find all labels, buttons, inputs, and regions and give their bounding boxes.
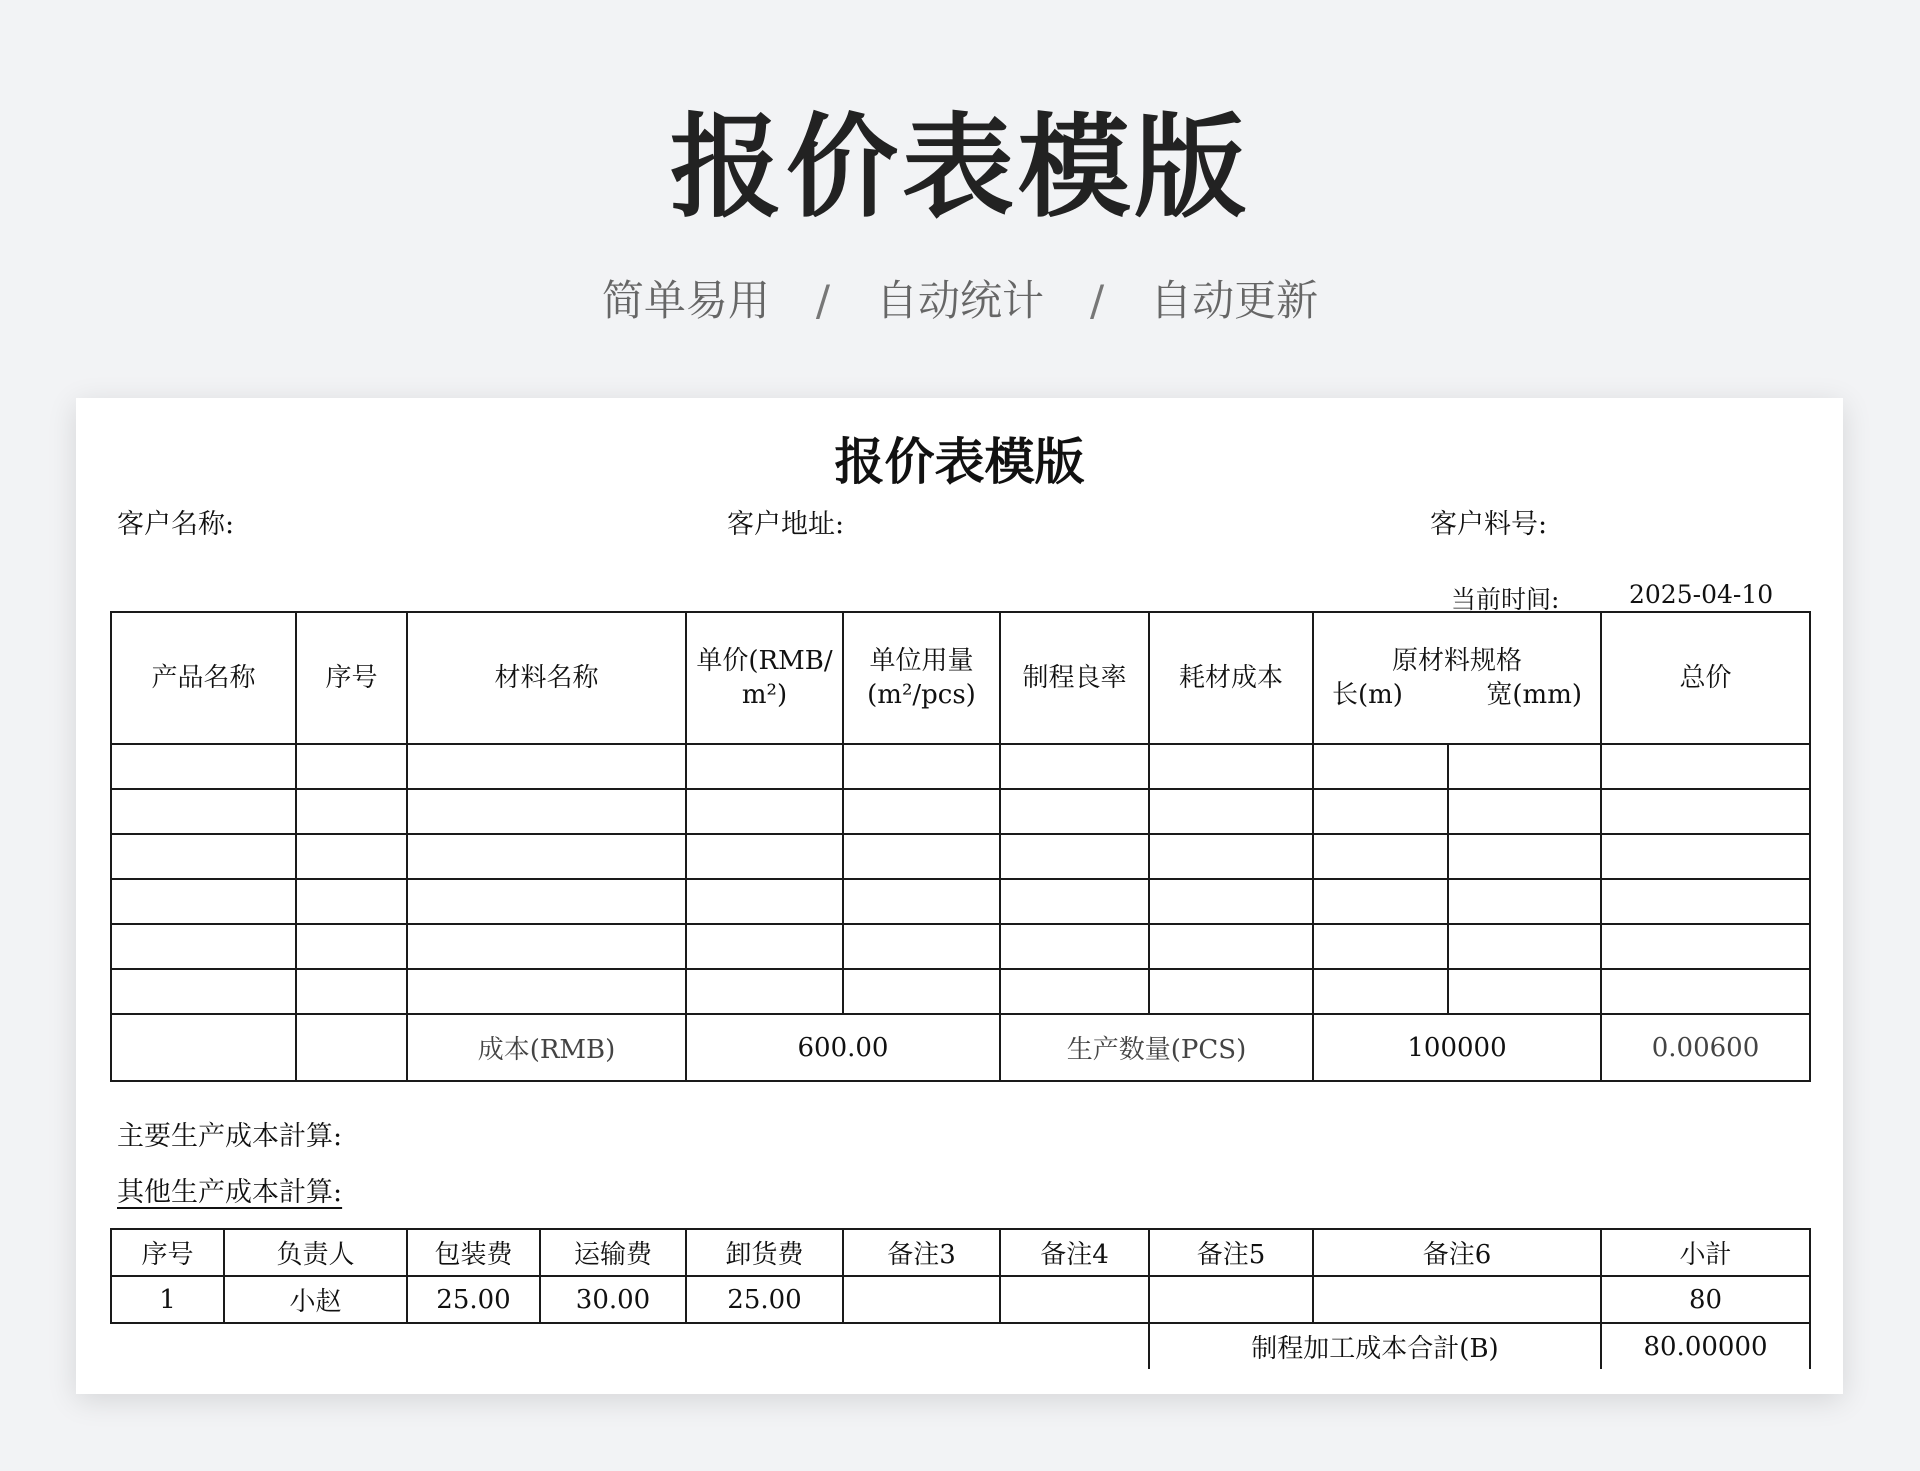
table-cell[interactable] [296, 879, 407, 924]
table-cell[interactable] [1149, 789, 1313, 834]
table-cell[interactable] [1448, 834, 1601, 879]
process-total-row [111, 1323, 1810, 1369]
table-cell[interactable] [1313, 789, 1448, 834]
table-cell[interactable] [1448, 969, 1601, 1014]
table-cell[interactable] [1601, 924, 1810, 969]
table-cell[interactable]: 小赵 [224, 1276, 407, 1323]
table-cell[interactable] [1313, 834, 1448, 879]
table-cell[interactable] [1601, 879, 1810, 924]
customer-address-label: 客户地址: [727, 509, 845, 540]
table-cell[interactable] [296, 1014, 407, 1081]
table-cell[interactable]: 30.00 [540, 1276, 686, 1323]
raw-spec-title: 原材料规格 [1391, 646, 1522, 676]
blank-cell [111, 1323, 1149, 1369]
unit-price-line1: 单价(RMB/ [696, 646, 833, 676]
other-col-note6: 备注6 [1313, 1229, 1601, 1276]
table-cell[interactable] [111, 744, 296, 789]
other-cost-table [110, 1228, 1811, 1369]
table-cell[interactable] [407, 969, 686, 1014]
table-cell[interactable] [111, 834, 296, 879]
table-cell[interactable] [1000, 834, 1149, 879]
col-material-name: 材料名称 [407, 612, 686, 744]
table-cell[interactable] [1000, 744, 1149, 789]
sheet-title: 报价表模版 [834, 432, 1085, 491]
table-row [111, 834, 1810, 879]
col-seq: 序号 [296, 612, 407, 744]
tag-auto-stats: 自动统计 [875, 276, 1044, 325]
current-time-value: 2025-04-10 [1629, 580, 1774, 609]
customer-name-label: 客户名称: [117, 509, 235, 540]
col-total-price: 总价 [1601, 612, 1810, 744]
quote-table [110, 611, 1811, 1082]
other-col-shipping: 运输费 [540, 1229, 686, 1276]
other-col-owner: 负责人 [224, 1229, 407, 1276]
table-cell[interactable] [843, 924, 1000, 969]
other-col-seq: 序号 [111, 1229, 224, 1276]
current-time-label: 当前时间: [1451, 585, 1560, 614]
hero-title: 报价表模版 [670, 103, 1250, 233]
table-cell[interactable] [1149, 1276, 1313, 1323]
table-cell[interactable] [1000, 969, 1149, 1014]
table-cell[interactable] [843, 1276, 1000, 1323]
table-cell[interactable] [1149, 969, 1313, 1014]
table-row [111, 969, 1810, 1014]
table-cell[interactable] [1448, 744, 1601, 789]
table-cell[interactable] [1601, 789, 1810, 834]
table-cell[interactable] [296, 924, 407, 969]
table-cell[interactable] [1000, 789, 1149, 834]
other-col-unloading: 卸货费 [686, 1229, 843, 1276]
col-raw-spec [1313, 612, 1601, 744]
table-cell[interactable] [111, 924, 296, 969]
table-cell[interactable] [1601, 744, 1810, 789]
table-cell[interactable] [1601, 834, 1810, 879]
table-cell[interactable] [843, 744, 1000, 789]
qty-value[interactable]: 100000 [1313, 1014, 1601, 1081]
tag-easy: 简单易用 [601, 276, 770, 325]
table-cell[interactable] [686, 879, 843, 924]
table-cell[interactable] [296, 789, 407, 834]
table-cell[interactable] [111, 789, 296, 834]
table-row [111, 924, 1810, 969]
unit-usage-line2: (m²/pcs) [867, 680, 976, 710]
unit-price-line2: m²) [741, 680, 788, 710]
tag-auto-update: 自动更新 [1150, 276, 1319, 325]
table-cell[interactable] [296, 969, 407, 1014]
table-cell[interactable] [407, 744, 686, 789]
table-cell[interactable] [111, 879, 296, 924]
quote-sheet [76, 398, 1843, 1394]
customer-part-label: 客户料号: [1430, 509, 1548, 540]
summary-row [111, 1014, 1810, 1081]
raw-spec-width: 宽(mm) [1486, 680, 1582, 710]
process-total-value[interactable]: 80.00000 [1601, 1323, 1810, 1369]
other-header-row [111, 1229, 1810, 1276]
col-consumable-cost: 耗材成本 [1149, 612, 1313, 744]
col-unit-price [686, 612, 843, 744]
tagline [0, 268, 1920, 328]
table-cell[interactable] [407, 924, 686, 969]
raw-spec-length: 长(m) [1332, 680, 1403, 710]
process-total-label: 制程加工成本合計(B) [1149, 1323, 1601, 1369]
unit-total-value[interactable]: 0.00600 [1601, 1014, 1810, 1081]
other-col-packing: 包装费 [407, 1229, 540, 1276]
tag-separator: / [815, 276, 830, 325]
table-cell[interactable] [686, 969, 843, 1014]
qty-label: 生产数量(PCS) [1000, 1014, 1313, 1081]
col-unit-usage [843, 612, 1000, 744]
table-cell[interactable] [1149, 834, 1313, 879]
table-cell[interactable] [1313, 744, 1448, 789]
table-cell[interactable] [1448, 879, 1601, 924]
table-cell[interactable] [1313, 969, 1448, 1014]
other-cost-note: 其他生产成本計算: [117, 1177, 343, 1208]
table-cell[interactable] [1313, 879, 1448, 924]
table-cell[interactable] [1149, 924, 1313, 969]
table-row [111, 1276, 1810, 1323]
table-row [111, 789, 1810, 834]
table-cell[interactable] [407, 834, 686, 879]
table-cell[interactable] [1000, 879, 1149, 924]
table-cell[interactable] [1149, 744, 1313, 789]
table-cell[interactable] [1601, 969, 1810, 1014]
table-cell[interactable] [686, 789, 843, 834]
other-col-note4: 备注4 [1000, 1229, 1149, 1276]
table-cell[interactable]: 1 [111, 1276, 224, 1323]
table-cell[interactable] [111, 969, 296, 1014]
table-cell[interactable] [686, 834, 843, 879]
table-cell[interactable] [1000, 1276, 1149, 1323]
table-cell[interactable]: 80 [1601, 1276, 1810, 1323]
main-cost-note: 主要生产成本計算: [117, 1121, 343, 1152]
table-row [111, 879, 1810, 924]
table-cell[interactable] [686, 924, 843, 969]
tag-separator: / [1090, 276, 1105, 325]
table-cell[interactable] [407, 879, 686, 924]
table-cell[interactable] [686, 744, 843, 789]
table-cell[interactable] [1149, 879, 1313, 924]
table-cell[interactable] [843, 789, 1000, 834]
table-cell[interactable] [1000, 924, 1149, 969]
cost-label: 成本(RMB) [407, 1014, 686, 1081]
table-cell[interactable] [843, 969, 1000, 1014]
table-cell[interactable] [407, 789, 686, 834]
other-col-subtotal: 小計 [1601, 1229, 1810, 1276]
other-col-note3: 备注3 [843, 1229, 1000, 1276]
table-header-row [111, 612, 1810, 744]
table-cell[interactable] [1448, 789, 1601, 834]
table-cell[interactable] [111, 1014, 296, 1081]
table-row [111, 744, 1810, 789]
table-cell[interactable] [1448, 924, 1601, 969]
cost-value[interactable]: 600.00 [686, 1014, 1000, 1081]
table-cell[interactable] [1313, 924, 1448, 969]
table-cell[interactable]: 25.00 [686, 1276, 843, 1323]
col-product-name: 产品名称 [111, 612, 296, 744]
table-cell[interactable] [1313, 1276, 1601, 1323]
table-cell[interactable] [296, 744, 407, 789]
table-cell[interactable]: 25.00 [407, 1276, 540, 1323]
other-col-note5: 备注5 [1149, 1229, 1313, 1276]
unit-usage-line1: 单位用量 [869, 646, 974, 676]
table-cell[interactable] [843, 879, 1000, 924]
table-cell[interactable] [843, 834, 1000, 879]
table-cell[interactable] [296, 834, 407, 879]
col-yield-rate: 制程良率 [1000, 612, 1149, 744]
